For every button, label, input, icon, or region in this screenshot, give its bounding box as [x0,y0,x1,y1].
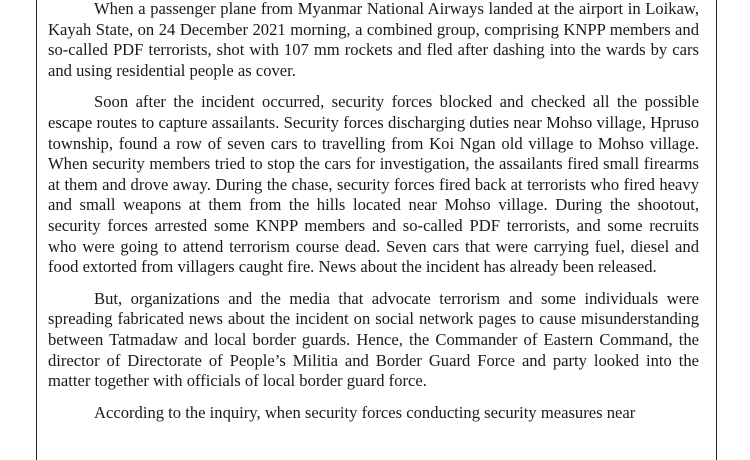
page-border-left [36,0,37,460]
article-body [48,0,699,434]
paragraph-4: According to the inquiry, when security forces conducting security measures near [94,402,636,422]
paragraph-1: When a passenger plane from Myanmar National Airways landed at the airport in Loikaw, Kayah State, on 24 December 2021 morning, a combined group, comprising KNPP members and so-called PDF terrorists, shot with 107 mm rockets and fled after dashing into the wards by cars and using residential people as cover. [48,0,699,80]
paragraph-2: Soon after the incident occurred, security forces blocked and checked all the possible escape routes to capture assailants. Security forces discharging duties near Mohso village, Hpruso township, found a row of seven cars to travelling from Koi Ngan old village to Mohso village. When security members tried to stop the cars for investigation, the assailants fired small firearms at them and drove away. During the chase, security forces fired back at terrorists who fired heavy and small weapons at them from the hills located near Mohso village. During the shootout, security forces arrested some KNPP members and so-called PDF terrorists, and some recruits who were going to attend terrorism course dead. Seven cars that were carrying fuel, diesel and food extorted from villagers caught fire. News about the incident has already been released. [48,92,699,277]
page-border-right [716,0,717,460]
paragraph-3: But, organizations and the media that advocate terrorism and some individuals were spreading fabricated news about the incident on social network pages to cause misunderstanding between Tatmadaw and local border guards. Hence, the Commander of Eastern Command, the director of Directorate of People’s Militia and Border Guard Force and party looked into the matter together with officials of local border guard force. [48,288,699,391]
